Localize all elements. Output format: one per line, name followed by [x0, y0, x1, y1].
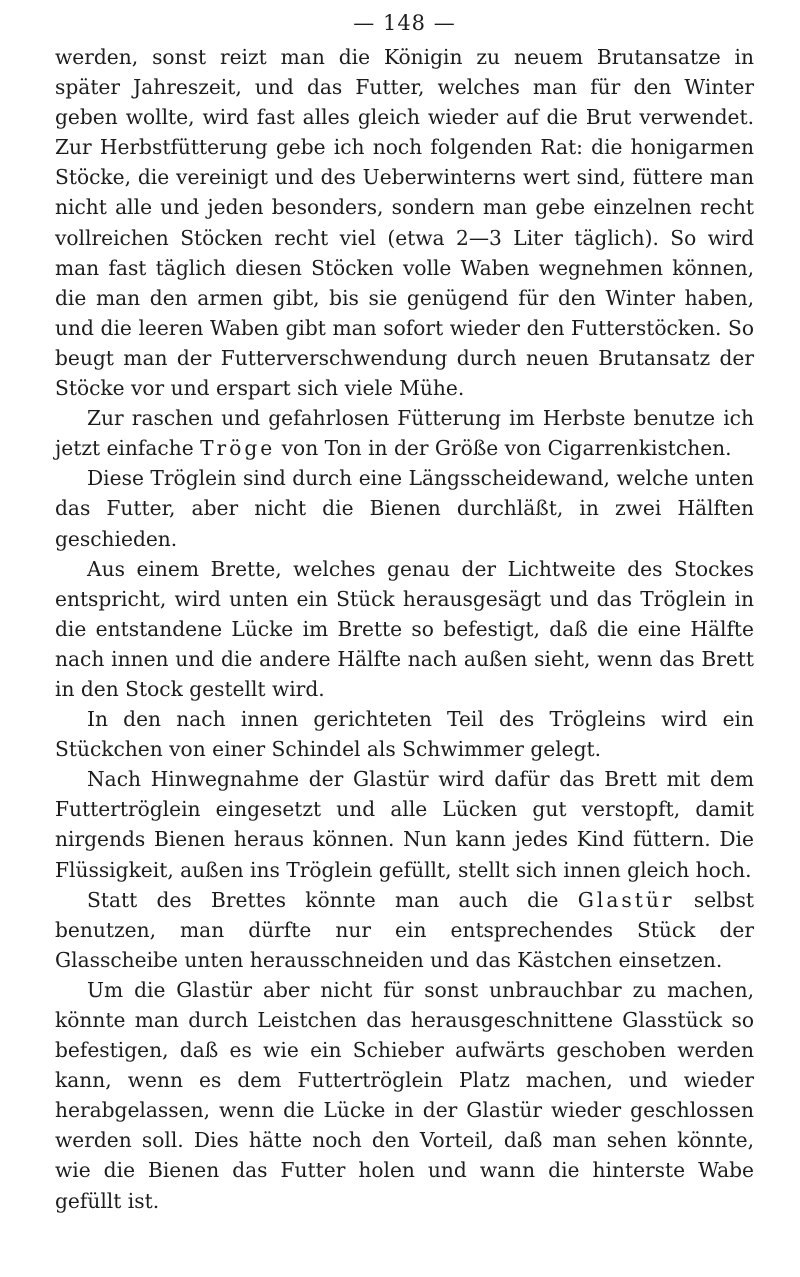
paragraph-4 — [55, 554, 754, 704]
paragraph-2 — [55, 403, 754, 463]
paragraph-8-text: Um die Glastür aber nicht für sonst unbrauchbar zu machen, könnte man durch Leistchen das herausgeschnittene Glasstück so befestigen, daß es wie ein Schieber aufwärts geschoben werden kann, wenn es dem Futtertröglein Platz machen, und wieder herabgelassen, wenn die Lücke in der Glastür wieder geschlossen werden soll. Dies hätte noch den Vorteil, daß man sehen könnte, wie die Bienen das Futter holen und wann die hinterste Wabe gefüllt ist. — [55, 977, 754, 1213]
paragraph-7-text-b: selbst benutzen, man dürfte nur ein entsprechendes Stück der Glasscheibe unten herausschneiden und das Kästchen einsetzen. — [55, 887, 755, 972]
paragraph-5 — [55, 704, 754, 764]
paragraph-2-text-b: von Ton in der Größe von Cigarrenkistchen. — [275, 436, 732, 461]
emphasis-troege: Tröge — [200, 436, 276, 461]
paragraph-7-text-a: Statt des Brettes könnte man auch die — [87, 887, 578, 912]
paragraph-4-text: Aus einem Brette, welches genau der Lichtweite des Stockes entspricht, wird unten ein Stück herausgesägt und das Tröglein in die entstandene Lücke im Brette so befestigt, daß die eine Hälfte nach innen und die andere Hälfte nach außen sieht, wenn das Brett in den Stock gestellt wird. — [55, 556, 754, 701]
paragraph-3 — [55, 463, 754, 553]
paragraph-6-text: Nach Hinwegnahme der Glastür wird dafür das Brett mit dem Futtertröglein eingesetzt und alle Lücken gut verstopft, damit nirgends Bienen heraus können. Nun kann jedes Kind füttern. Die Flüssigkeit, außen ins Tröglein gefüllt, stellt sich innen gleich hoch. — [55, 767, 754, 882]
paragraph-1 — [55, 42, 754, 403]
paragraph-5-text: In den nach innen gerichteten Teil des Trögleins wird ein Stückchen von einer Schindel als Schwimmer gelegt. — [55, 707, 754, 762]
paragraph-1-text: werden, sonst reizt man die Königin zu neuem Brutansatze in später Jahreszeit, und das Futter, welches man für den Winter geben wollte, wird fast alles gleich wieder auf die Brut verwendet. Zur Herbstfütterung gebe ich noch folgenden Rat: die honigarmen Stöcke, die vereinigt und des Ueberwinterns wert sind, füttere man nicht alle und jeden besonders, sondern man gebe einzelnen recht vollreichen Stöcken recht viel (etwa 2—3 Liter täglich). So wird man fast täglich diesen Stöcken volle Waben wegnehmen können, die man den armen gibt, bis sie genügend für den Winter haben, und die leeren Waben gibt man sofort wieder den Futterstöcken. So beugt man der Futterverschwendung durch neuen Brutansatz der Stöcke vor und erspart sich viele Mühe. — [55, 45, 754, 401]
paragraph-2-text-a: Zur raschen und gefahrlosen Fütterung im Herbste benutze ich jetzt einfache — [55, 406, 754, 461]
page-number-header: — 148 — — [353, 11, 456, 35]
paragraph-3-text: Diese Tröglein sind durch eine Längsscheidewand, welche unten das Futter, aber nicht die Bienen durchläßt, in zwei Hälften geschieden. — [55, 466, 754, 551]
emphasis-glastuer: Glastür — [577, 887, 675, 912]
paragraph-8 — [55, 975, 754, 1216]
paragraph-7 — [55, 885, 754, 975]
paragraph-6 — [55, 764, 754, 884]
body-text — [55, 42, 754, 1216]
